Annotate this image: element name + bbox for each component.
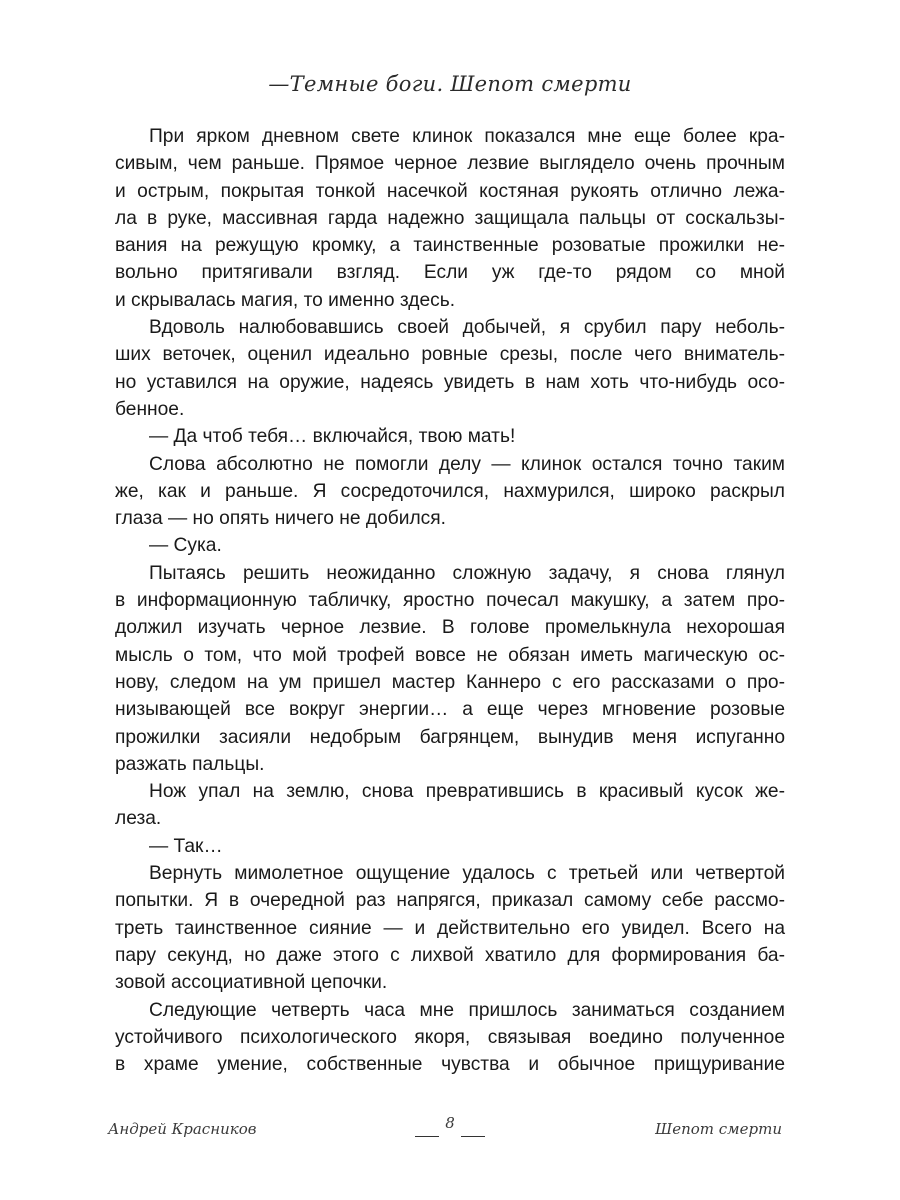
- text-line: — Так…: [149, 835, 223, 857]
- text-line: в информационную табличку, яростно почесал макушку, а затем про-: [115, 590, 785, 612]
- text-line: низывающей все вокруг энергии… а еще через мгновение розовые: [115, 699, 785, 721]
- text-line: и скрывалась магия, то именно здесь.: [115, 289, 456, 311]
- text-line: — Сука.: [149, 535, 222, 557]
- text-line: вания на режущую кромку, а таинственные розоватые прожилки не-: [115, 235, 785, 257]
- text-line: пару секунд, но даже этого с лихвой хватило для формирования ба-: [115, 944, 785, 966]
- text-line: глаза — но опять ничего не добился.: [115, 508, 446, 530]
- text-line: — Да чтоб тебя… включайся, твою мать!: [149, 426, 516, 448]
- text-line: же, как и раньше. Я сосредоточился, нахмурился, широко раскрыл: [115, 480, 785, 502]
- text-line: и острым, покрытая тонкой насечкой костяная рукоять отлично лежа-: [115, 180, 785, 202]
- text-line: Вернуть мимолетное ощущение удалось с третьей или четвертой: [149, 863, 785, 885]
- page-number-rule-left: [415, 1136, 439, 1137]
- footer-book-title: Шепот смерти: [655, 1120, 782, 1138]
- text-line: в храме умение, собственные чувства и обычное прищуривание: [115, 1054, 785, 1076]
- text-line: треть таинственное сияние — и действительно его увидел. Всего на: [115, 917, 785, 939]
- footer-author: Андрей Красников: [108, 1120, 257, 1138]
- text-line: ших веточек, оценил идеально ровные срезы, после чего вниматель-: [115, 344, 785, 366]
- text-line: ла в руке, массивная гарда надежно защищала пальцы от соскальзы-: [115, 207, 785, 229]
- text-line: Слова абсолютно не помогли делу — клинок остался точно таким: [149, 453, 785, 475]
- text-line: бенное.: [115, 398, 185, 420]
- text-line: Пытаясь решить неожиданно сложную задачу, я снова глянул: [149, 562, 785, 584]
- text-line: Следующие четверть часа мне пришлось заниматься созданием: [149, 999, 785, 1021]
- page-number-rule-right: [461, 1136, 485, 1137]
- text-line: мысль о том, что мой трофей вовсе не обязан иметь магическую ос-: [115, 644, 785, 666]
- text-line: нову, следом на ум пришел мастер Каннеро с его рассказами о про-: [115, 671, 785, 693]
- text-line: сивым, чем раньше. Прямое черное лезвие выглядело очень прочным: [115, 153, 785, 175]
- text-line: Нож упал на землю, снова превратившись в красивый кусок же-: [149, 781, 785, 803]
- text-line: зовой ассоциативной цепочки.: [115, 972, 388, 994]
- page-number: 8: [445, 1114, 455, 1132]
- body-text: [115, 123, 785, 1078]
- text-line: но уставился на оружие, надеясь увидеть в нам хоть что-нибудь осо-: [115, 371, 785, 393]
- running-header-title: —Темные боги. Шепот смерти: [268, 72, 632, 96]
- page-footer: [0, 1114, 900, 1150]
- text-line: прожилки засияли недобрым багрянцем, вынудив меня испуганно: [115, 726, 785, 748]
- text-line: устойчивого психологического якоря, связывая воедино полученное: [115, 1026, 785, 1048]
- text-line: леза.: [115, 808, 162, 830]
- text-line: попытки. Я в очередной раз напрягся, приказал самому себе рассмо-: [115, 890, 785, 912]
- text-line: вольно притягивали взгляд. Если уж где-то рядом со мной: [115, 262, 785, 284]
- text-line: При ярком дневном свете клинок показался мне еще более кра-: [149, 126, 785, 147]
- text-line: Вдоволь налюбовавшись своей добычей, я срубил пару неболь-: [149, 317, 785, 339]
- text-line: разжать пальцы.: [115, 753, 265, 775]
- text-line: должил изучать черное лезвие. В голове промелькнула нехорошая: [115, 617, 785, 639]
